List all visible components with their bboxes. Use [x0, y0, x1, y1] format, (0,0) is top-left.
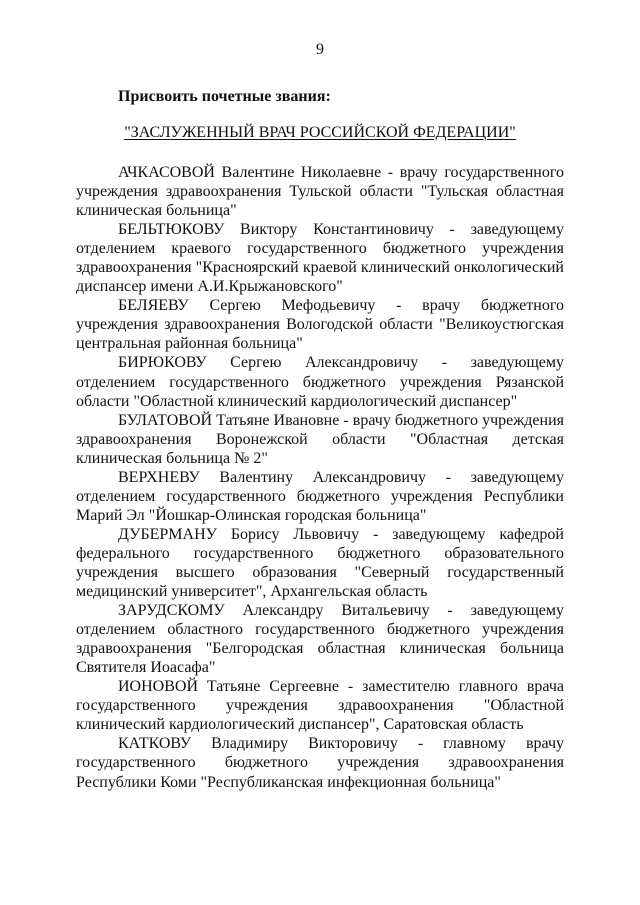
awardee-entry: КАТКОВУ Владимиру Викторовичу - главному врачу государственного бюджетного учреждения здравоохранения Республики Коми "Республиканская инфекционная больница"	[76, 735, 564, 791]
awardee-entry: БУЛАТОВОЙ Татьяне Ивановне - врачу бюджетного учреждения здравоохранения Воронежской области "Областная детская клиническая больница № 2"	[76, 411, 564, 467]
awardee-list	[76, 163, 564, 792]
awardee-entry: БЕЛЬТЮКОВУ Виктору Константиновичу - заведующему отделением краевого государственного бюджетного учреждения здравоохранения "Красноярский краевой клинический онкологический диспансер имени А.И.Крыжановского"	[76, 221, 564, 296]
awardee-entry: АЧКАСОВОЙ Валентине Николаевне - врачу государственного учреждения здравоохранения Тульской области "Тульская областная клиническая больница"	[76, 164, 564, 220]
awardee-entry: ДУБЕРМАНУ Борису Львовичу - заведующему кафедрой федерального государственного бюджетного образовательного учреждения высшего образования "Северный государственный медицинский университет", Архангельская область	[76, 525, 564, 601]
awardee-entry: ЗАРУДСКОМУ Александру Витальевичу - заведующему отделением областного государственного бюджетного учреждения здравоохранения "Белгородская областная клиническая больница Святителя Иоасафа"	[76, 602, 564, 677]
awardee-entry: БЕЛЯЕВУ Сергею Мефодьевичу - врачу бюджетного учреждения здравоохранения Вологодской области "Великоустюгская центральная районная больница"	[76, 297, 564, 353]
honorary-title	[0, 124, 640, 142]
awardee-entry: ИОНОВОЙ Татьяне Сергеевне - заместителю главного врача государственного учреждения здравоохранения "Областной клинический кардиологический диспансер", Саратовская область	[76, 678, 564, 734]
awardee-entry: БИРЮКОВУ Сергею Александровичу - заведующему отделением государственного бюджетного учреждения Рязанской области "Областной клинический кардиологический диспансер"	[76, 354, 564, 410]
page-number: 9	[316, 41, 324, 58]
honorary-title-text: "ЗАСЛУЖЕННЫЙ ВРАЧ РОССИЙСКОЙ ФЕДЕРАЦИИ"	[124, 124, 516, 141]
section-heading: Присвоить почетные звания:	[118, 88, 331, 105]
awardee-entry: ВЕРХНЕВУ Валентину Александровичу - заведующему отделением государственного бюджетного учреждения Республики Марий Эл "Йошкар-Олинская городская больница"	[76, 468, 564, 524]
